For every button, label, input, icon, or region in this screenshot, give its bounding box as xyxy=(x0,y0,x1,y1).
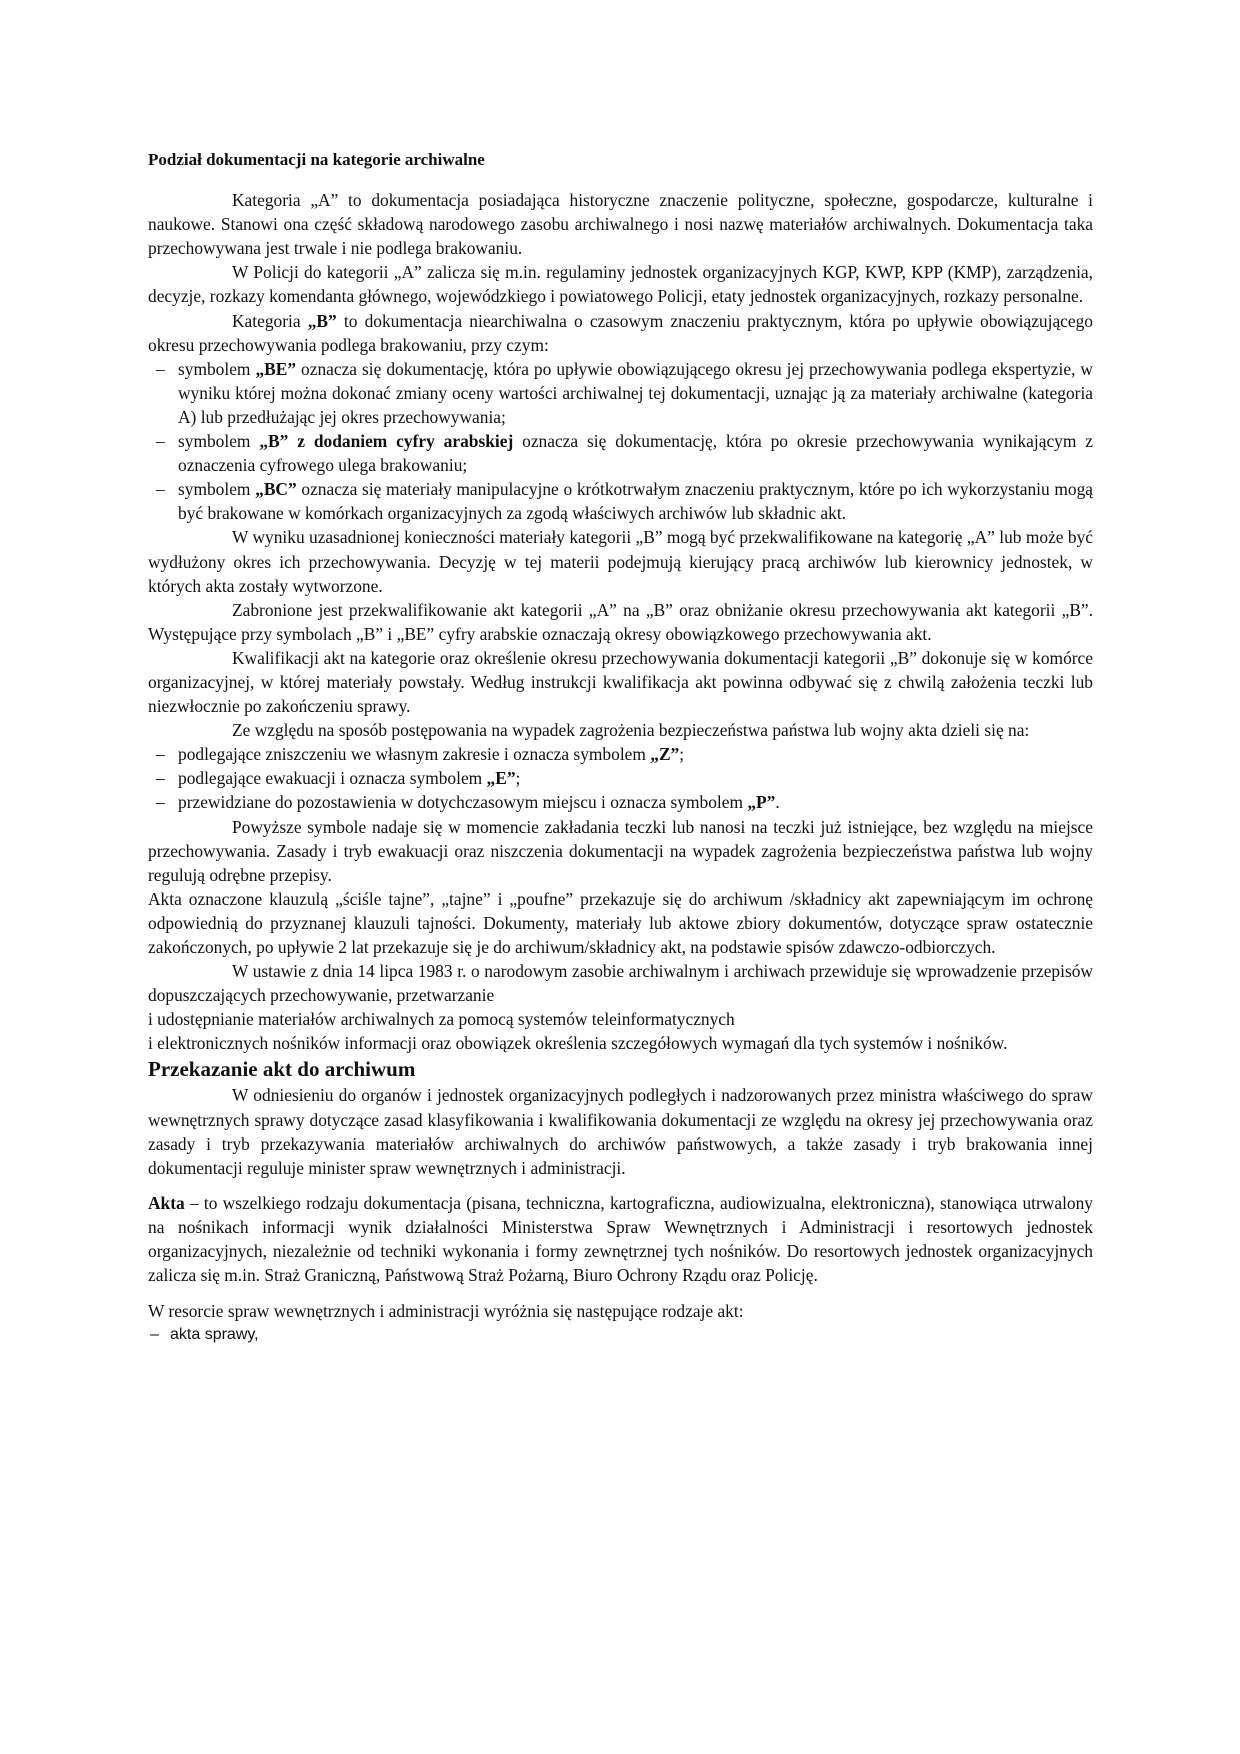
paragraph-requalification: W wyniku uzasadnionej konieczności materiały kategorii „B” mogą być przekwalifikowane na kategorię „A” lub może być wydłużony okres ich przechowywania. Decyzję w tej materii podejmują kierujący pracą archiwów lub kierownicy jednostek, w których akta zostały wytworzone. xyxy=(148,527,1093,596)
list-item: – symbolem „BC” oznacza się materiały manipulacyjne o krótkotrwałym znaczeniu praktycznym, które po ich wykorzystaniu mogą być brakowane w komórkach organizacyjnych za zgodą właściwych archiwów lub składnic akt. xyxy=(148,477,1093,525)
list-item: – symbolem „BE” oznacza się dokumentację, która po upływie obowiązującego okresu jej przechowywania podlega ekspertyzie, w wyniku której można dokonać zmiany oceny wartości archiwalnej tej dokumentacji, uznając ją za materiały archiwalne (kategoria A) lub przedłużając jej okres przechowywania; xyxy=(148,357,1093,429)
list-item: – przewidziane do pozostawienia w dotychczasowym miejscu i oznacza symbolem „P”. xyxy=(148,790,1093,814)
list-item: – akta sprawy, xyxy=(148,1323,1093,1347)
paragraph-category-b: Kategoria „B” to dokumentacja niearchiwalna o czasowym znaczeniu praktycznym, która po upływie obowiązującego okresu przechowywania podlega brakowaniu, przy czym: xyxy=(148,310,1093,355)
paragraph-file-types: W resorcie spraw wewnętrznych i administracji wyróżnia się następujące rodzaje akt: xyxy=(148,1301,744,1322)
file-types-list xyxy=(148,1323,1093,1347)
document-page xyxy=(148,148,1093,1347)
paragraph-qualification: Kwalifikacji akt na kategorie oraz określenie okresu przechowywania dokumentacji kategorii „B” dokonuje się w komórce organizacyjnej, w której materiały powstały. Według instrukcji kwalifikacja akt powinna odbywać się z chwilą założenia teczki lub niezwłocznie po zakończeniu sprawy. xyxy=(148,647,1093,717)
paragraph-akta-definition: Akta – to wszelkiego rodzaju dokumentacja (pisana, techniczna, kartograficzna, audiowizualna, elektroniczna), stanowiąca utrwalony na nośnikach informacji wynik działalności Ministerstwa Spraw Wewnętrznych i Administracji i resortowych jednostek organizacyjnych, niezależnie od techniki wykonania i formy zewnętrznej tych nośników. Do resortowych jednostek organizacyjnych zalicza się m.in. Straż Graniczną, Państwową Straż Pożarną, Biuro Ochrony Rządu oraz Policję. xyxy=(148,1192,1093,1286)
paragraph-police-category-a: W Policji do kategorii „A” zalicza się m.in. regulaminy jednostek organizacyjnych KGP, KWP, KPP (KMP), zarządzenia, decyzje, rozkazy komendanta głównego, wojewódzkiego i powiatowego Policji, etaty jednostek organizacyjnych, rozkazy personalne. xyxy=(148,262,1093,307)
paragraph-minister: W odniesieniu do organów i jednostek organizacyjnych podległych i nadzorowanych przez ministra właściwego do spraw wewnętrznych sprawy dotyczące zasad klasyfikowania i kwalifikowania dokumentacji ze względu na okresy jej przechowywania oraz zasady i tryb przekazywania materiałów archiwalnych do archiwów państwowych, a także zasady i tryb brakowania innej dokumentacji reguluje minister spraw wewnętrznych i administracji. xyxy=(148,1085,1093,1178)
section-heading: Przekazanie akt do archiwum xyxy=(148,1057,416,1082)
category-b-symbols-list xyxy=(148,357,1093,526)
paragraph-classified-files: Akta oznaczone klauzulą „ściśle tajne”, „tajne” i „poufne” przekazuje się do archiwum /składnicy akt zapewniającym im ochronę odpowiednią do przyznanej klauzuli tajności. Dokumenty, materiały lub aktowe zbiory dokumentów, dotyczące spraw ostatecznie zakończonych, po upływie 2 lat przekazuje się je do archiwum/składnicy akt, na podstawie spisów zdawczo-odbiorczych. xyxy=(148,888,1093,957)
list-item: – symbolem „B” z dodaniem cyfry arabskiej oznacza się dokumentację, która po okresie przechowywania wynikającym z oznaczenia cyfrowego ulega brakowaniu; xyxy=(148,429,1093,477)
paragraph-act-line-3: i elektronicznych nośników informacji oraz obowiązek określenia szczegółowych wymagań dla tych systemów i nośników. xyxy=(148,1033,1008,1054)
list-item: – podlegające ewakuacji i oznacza symbolem „E”; xyxy=(148,766,1093,790)
document-title: Podział dokumentacji na kategorie archiwalne xyxy=(148,150,485,169)
paragraph-emergency: Ze względu na sposób postępowania na wypadek zagrożenia bezpieczeństwa państwa lub wojny akta dzieli się na: xyxy=(232,720,1030,741)
paragraph-act-line-1: W ustawie z dnia 14 lipca 1983 r. o narodowym zasobie archiwalnym i archiwach przewiduje się wprowadzenie przepisów dopuszczających przechowywanie, przetwarzanie xyxy=(148,961,1093,1006)
list-item: – podlegające zniszczeniu we własnym zakresie i oznacza symbolem „Z”; xyxy=(148,742,1093,766)
paragraph-category-a: Kategoria „A” to dokumentacja posiadająca historyczne znaczenie polityczne, społeczne, gospodarcze, kulturalne i naukowe. Stanowi ona część składową narodowego zasobu archiwalnego i nosi nazwę materiałów archiwalnych. Dokumentacja taka przechowywana jest trwale i nie podlega brakowaniu. xyxy=(148,190,1093,259)
emergency-symbols-list xyxy=(148,742,1093,814)
paragraph-act-line-2: i udostępnianie materiałów archiwalnych za pomocą systemów teleinformatycznych xyxy=(148,1009,735,1030)
paragraph-symbols-assignment: Powyższe symbole nadaje się w momencie zakładania teczki lub nanosi na teczki już istniejące, bez względu na miejsce przechowywania. Zasady i tryb ewakuacji oraz niszczenia dokumentacji na wypadek zagrożenia bezpieczeństwa państwa lub wojny regulują odrębne przepisy. xyxy=(148,816,1093,885)
paragraph-prohibition: Zabronione jest przekwalifikowanie akt kategorii „A” na „B” oraz obniżanie okresu przechowywania akt kategorii „B”. Występujące przy symbolach „B” i „BE” cyfry arabskie oznaczają okresy obowiązkowego przechowywania akt. xyxy=(148,599,1093,644)
